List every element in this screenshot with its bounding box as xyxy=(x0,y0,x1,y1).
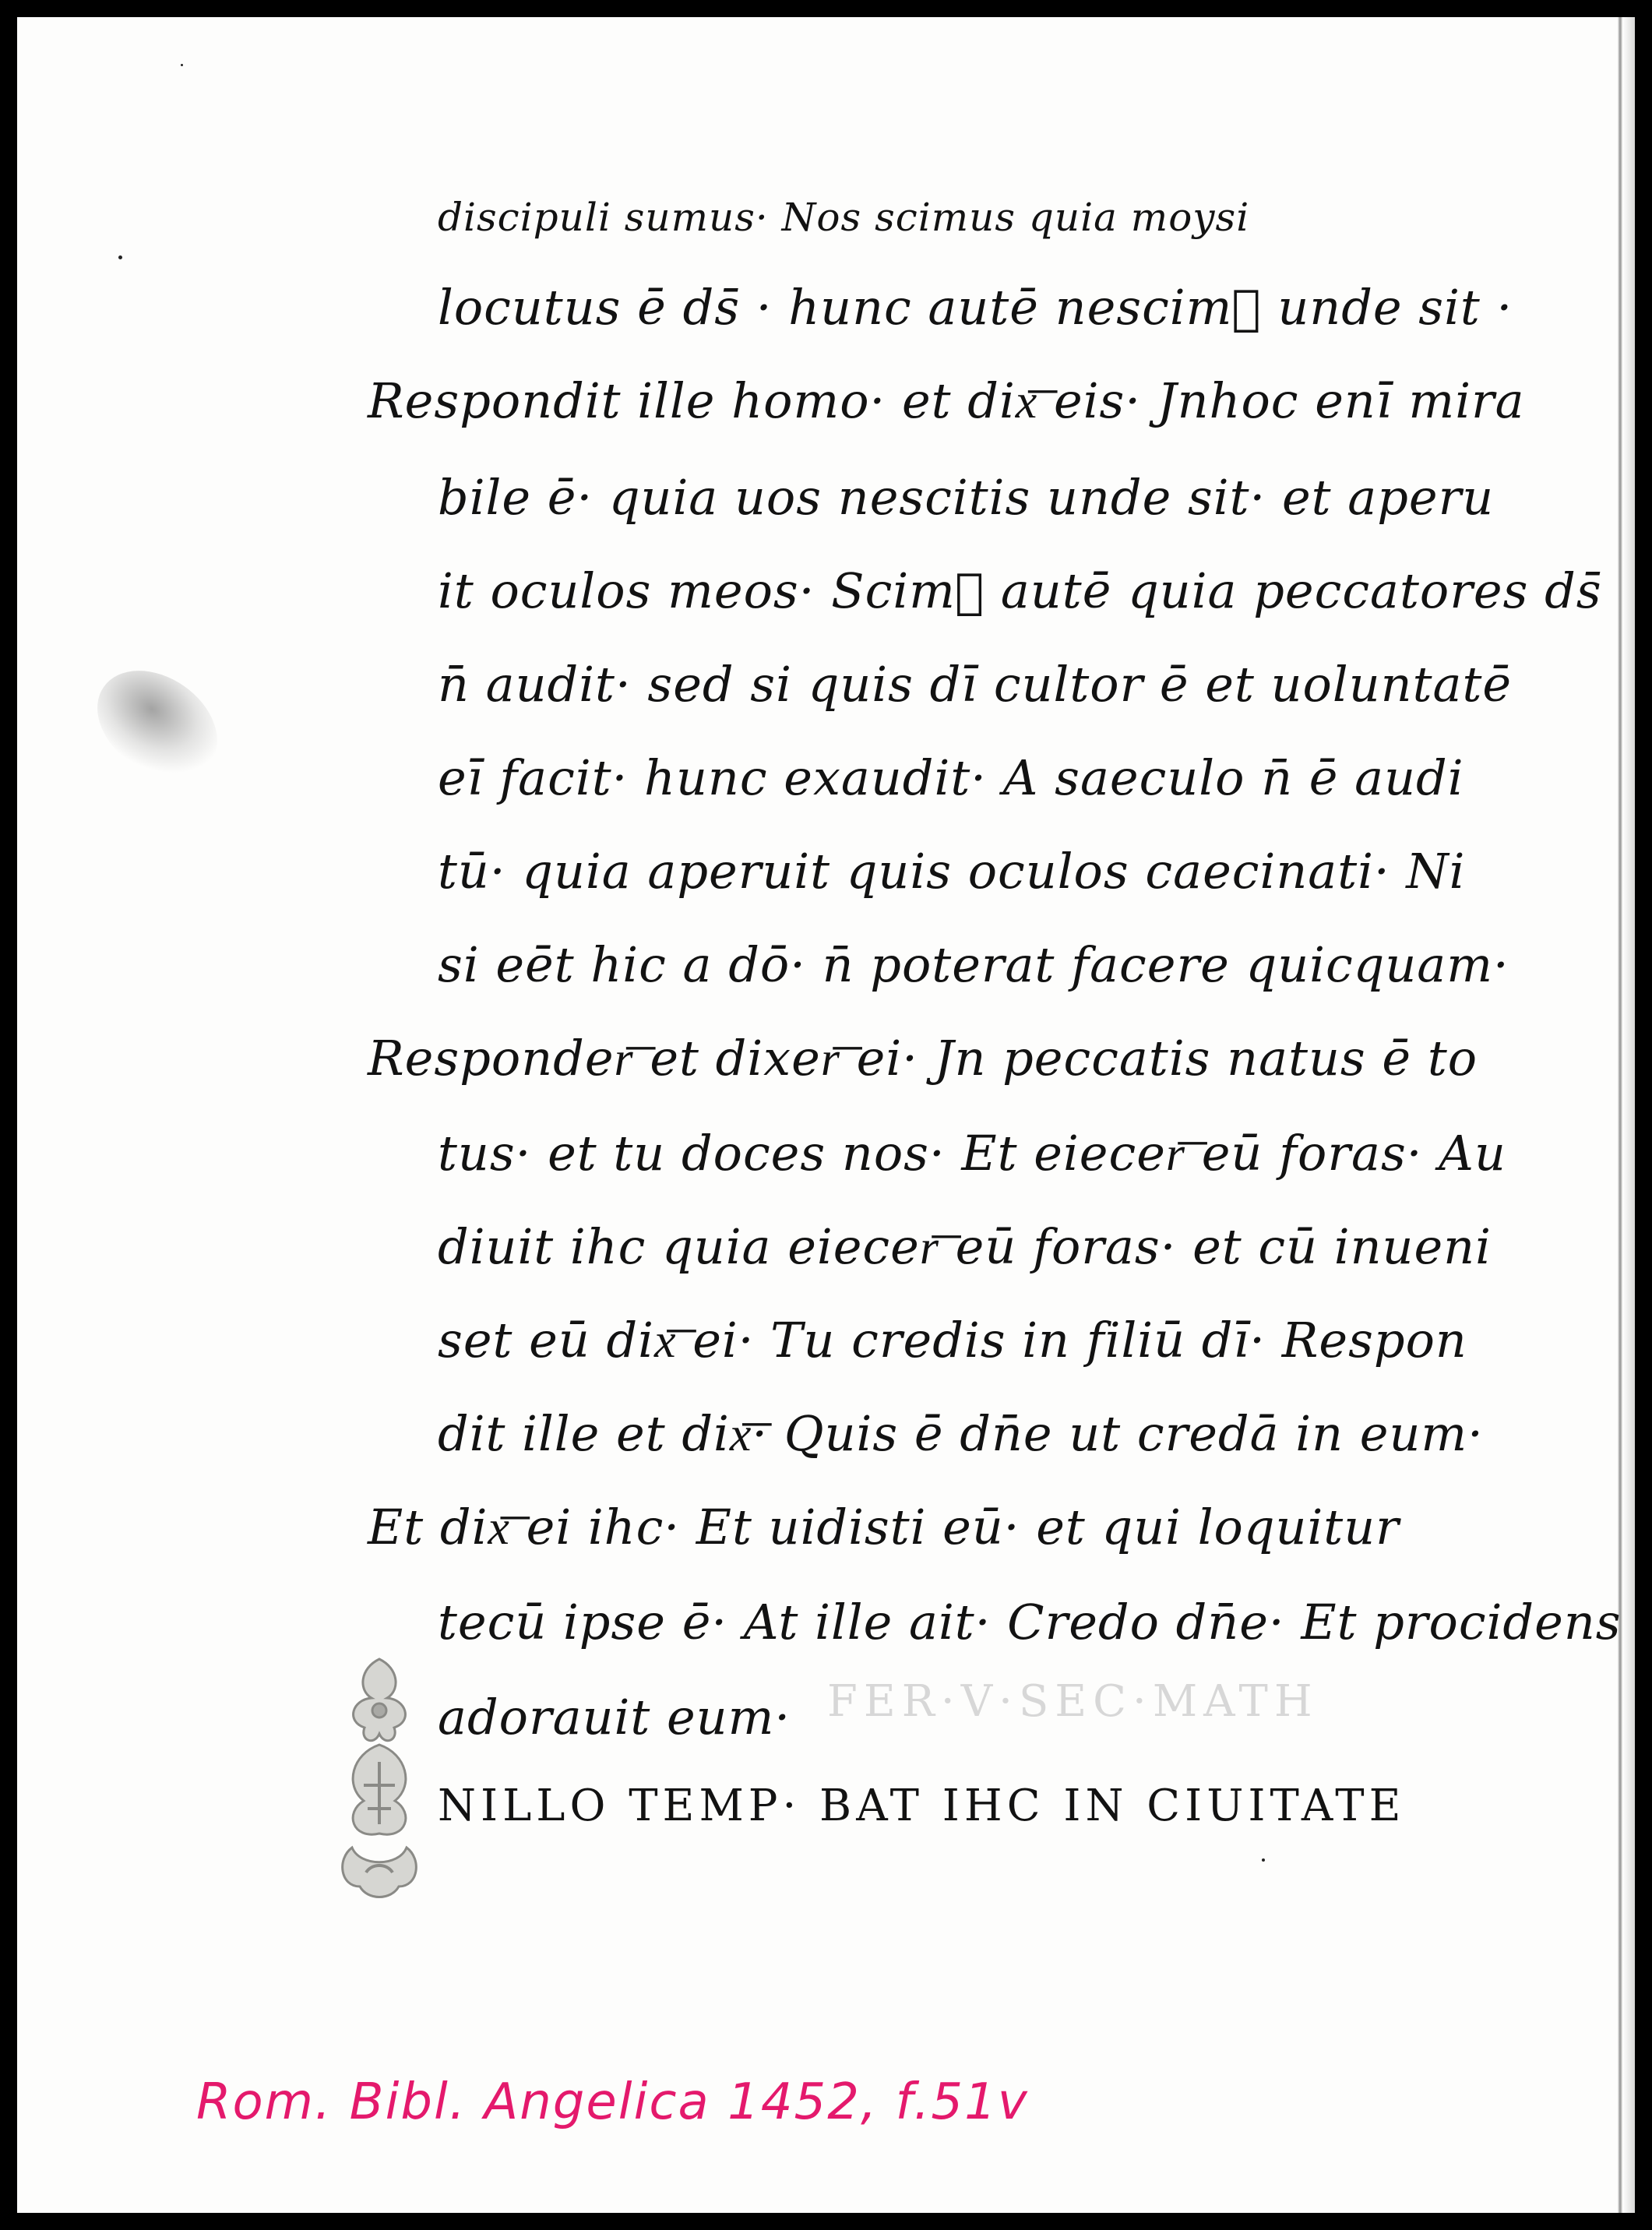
binding-edge xyxy=(1618,17,1622,2213)
text-line: locutus ē ds̄ · hunc autē nescim᷒ unde sit · xyxy=(438,279,1513,336)
manuscript-folio xyxy=(17,17,1635,2213)
text-line: tecū ipse ē· At ille ait· Credo dn̄e· Et procidens xyxy=(438,1594,1622,1650)
text-line: si eēt hic a dō· n̄ poterat facere quicquam· xyxy=(438,936,1509,993)
smudge-mark xyxy=(77,649,238,801)
text-line: adorauit eum· xyxy=(438,1689,791,1746)
ink-speck xyxy=(1262,1858,1265,1862)
ink-speck xyxy=(118,255,122,259)
text-line: it oculos meos· Scim᷒ autē quia peccatores ds̄ xyxy=(438,562,1602,619)
text-line: diuit ihc quia eiecer͞ eū foras· et cū inueni xyxy=(438,1218,1492,1275)
text-line: tus· et tu doces nos· Et eiecer͞ eū foras· Au xyxy=(438,1125,1506,1182)
text-line: discipuli sumus· Nos scimus quia moysi xyxy=(438,195,1250,240)
ink-speck xyxy=(181,64,183,66)
text-line: set eū dix͞ ei· Tu credis in filiū dī· Respon xyxy=(438,1312,1467,1369)
text-line: n̄ audit· sed si quis dī cultor ē et uoluntatē xyxy=(438,656,1513,713)
text-line: Responder͞ et dixer͞ ei· Jn peccatis natus ē to xyxy=(368,1030,1478,1087)
text-line: dit ille et dix͞· Quis ē dn̄e ut credā in eum· xyxy=(438,1405,1484,1462)
rubric-line: NILLO TEMP· BAT IHC IN CIUITATE xyxy=(438,1781,1406,1831)
text-line: Et dix͞ ei ihc· Et uidisti eū· et qui loquitur xyxy=(368,1499,1400,1555)
binding-shadow xyxy=(1622,17,1635,2213)
text-line: bile ē· quia uos nescitis unde sit· et aperu xyxy=(438,469,1495,526)
text-line: Respondit ille homo· et dix͞ eis· Jnhoc enī mira xyxy=(368,372,1525,429)
offset-ghost-text: FER·V·SEC·MATH xyxy=(827,1676,1319,1727)
text-line: tū· quia aperuit quis oculos caecinati· Ni xyxy=(438,843,1466,900)
shelfmark-label: Rom. Bibl. Angelica 1452, f.51v xyxy=(196,2073,1029,2131)
text-line: eī facit· hunc exaudit· A saeculo n̄ ē audi xyxy=(438,749,1464,806)
foliate-initial-ornament xyxy=(329,1653,430,1910)
